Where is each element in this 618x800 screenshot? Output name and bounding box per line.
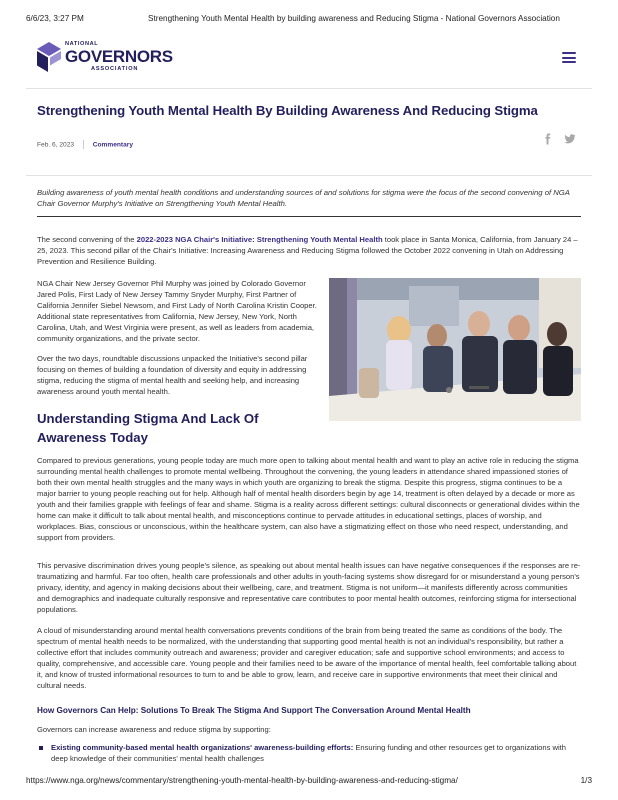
paragraph-text: took place in Santa Monica, California, from January 24 – 25, 2023. This second pillar of the Chair's Initiative: Increasing Awareness and Reducing Stigma followed the October 2022 convening in Utah on Addressing Prevention and Resilience Building. bbox=[37, 235, 578, 266]
paragraph-convening bbox=[37, 234, 581, 267]
article-meta bbox=[37, 140, 133, 149]
nga-logo[interactable] bbox=[37, 40, 177, 76]
chairs-initiative-link[interactable]: 2022-2023 NGA Chair's Initiative: Strengthening Youth Mental Health bbox=[136, 235, 383, 244]
print-url: https://www.nga.org/news/commentary/strengthening-youth-mental-health-by-building-awareness-and-reducing-stigma/ bbox=[26, 776, 458, 785]
section-heading-governors-help: How Governors Can Help: Solutions To Break The Stigma And Support The Conversation Around Mental Health bbox=[37, 706, 471, 715]
paragraph-text: The second convening of the bbox=[37, 235, 137, 244]
print-datetime: 6/6/23, 3:27 PM bbox=[26, 14, 84, 23]
article-intro: Building awareness of youth mental health conditions and understanding sources of and solutions for stigma were the focus of the second convening of NGA Chair Governor Murphy's Initiative on Strengthening Youth Mental Health. bbox=[37, 187, 581, 217]
article-date: Feb. 6, 2023 bbox=[37, 141, 75, 149]
roundtable-photo-illustration bbox=[329, 278, 581, 421]
section-heading-stigma: Understanding Stigma And Lack Of Awareness Today bbox=[37, 411, 259, 445]
paragraph-roundtable: Over the two days, roundtable discussions unpacked the Initiative's second pillar focusing on themes of building a foundation of diversity and equity in addressing stigma, reducing the stigma of mental health and seeking help, and increasing awareness around youth mental health. bbox=[37, 354, 308, 396]
logo-line-governors: GOVERNORS bbox=[65, 47, 173, 66]
bullet-title: Existing community-based mental health organizations' awareness-building efforts: bbox=[51, 743, 354, 752]
article-category-link[interactable]: Commentary bbox=[92, 141, 134, 149]
twitter-icon[interactable] bbox=[564, 133, 576, 145]
header-divider bbox=[26, 88, 592, 89]
menu-bar bbox=[562, 57, 576, 59]
paragraph-governors-support: Governors can increase awareness and reduce stigma by supporting: bbox=[37, 725, 271, 734]
print-footer bbox=[26, 776, 592, 788]
logo-wordmark bbox=[65, 41, 173, 73]
facebook-icon[interactable] bbox=[542, 133, 554, 145]
meta-separator bbox=[83, 140, 84, 149]
bullet-marker bbox=[39, 746, 43, 750]
share-buttons bbox=[538, 133, 578, 145]
paragraph-generations: Compared to previous generations, young people today are much more open to talking about mental health and want to play an active role in reducing the stigma surrounding mental health challenges to promote mental wellbeing. Throughout the convening, the young leaders in attendance shared impassioned stories of both their own mental health struggles and the many ways in which youth are organizing to break the stigma. Despite this progress, stigma continues to be a major barrier to young people reaching out for help. Although half of mental health disorders begin by age 14, treatment is often delayed by a decade or more as youth and their families grapple with feelings of fear and shame. Stigma is a reality across different settings: cultural disconnects or generational divides within the home can make it difficult to talk about mental health, and misconceptions continue to pervade attitudes in educational settings, places of worship, and workplaces. Bias, conscious or unconscious, within the healthcare system, can also have a stigmatizing effect on those who need respect, understanding, and support from providers. bbox=[37, 456, 580, 542]
hamburger-menu-icon[interactable] bbox=[562, 52, 576, 63]
paragraph-attendees: NGA Chair New Jersey Governor Phil Murphy was joined by Colorado Governor Jared Polis, First Lady of New Jersey Tammy Snyder Murphy, First Partner of California Jennifer Siebel Newsom, and First Lady of North Carolina Kristin Cooper. Additional state representatives from California, New Jersey, New York, North Carolina, Utah, and West Virginia were present, as well as leaders from academia, community organizations, and the private sector. bbox=[37, 279, 317, 343]
logo-line-association: ASSOCIATION bbox=[91, 66, 139, 72]
logo-line-national: NATIONAL bbox=[65, 41, 99, 47]
bullet-text: Ensuring funding and other resources get to organizations with deep knowledge of their communities' mental health challenges bbox=[51, 743, 566, 763]
list-item bbox=[37, 742, 581, 764]
convening-photo bbox=[329, 278, 581, 421]
menu-bar bbox=[562, 61, 576, 63]
print-header bbox=[26, 14, 592, 26]
site-header bbox=[37, 40, 578, 80]
nga-logo-mark-icon bbox=[37, 42, 61, 72]
print-page-number: 1/3 bbox=[580, 776, 592, 785]
paragraph-discrimination: This pervasive discrimination drives young people's silence, as speaking out about mental health issues can have negative consequences if the responses are re-traumatizing and harmful. Far too often, health care professionals and other adults in youth-facing systems show disregard for or misunderstand a young person's privacy, identity, and agency in making decisions about their wellbeing, care, and treatment. Stigma is not uniform—it manifests differently across communities and demographics and inadequate culturally responsive and representative care contributes to poor mental health outcomes, reinforcing stigma for intersectional populations. bbox=[37, 561, 581, 614]
menu-bar bbox=[562, 52, 576, 54]
article-title: Strengthening Youth Mental Health By Building Awareness And Reducing Stigma bbox=[37, 103, 538, 118]
meta-divider bbox=[26, 175, 592, 176]
paragraph-misunderstanding: A cloud of misunderstanding around mental health conversations prevents conditions of the brain from being treated the same as conditions of the body. The spectrum of mental health needs to be normalized, with the understanding that supporting good mental health is not an individual's responsibility, but rather a collective effort that includes community outreach and awareness; provider and caregiver education; safe and supportive school environments; and access to quality, comprehensive, and accessible care. Young people and their families need to be aware of the importance of mental health, feel comfortable talking about it, and know of trusted informational resources to turn to and be able to grow, learn, and receive care in supportive environments that meet their clinical and cultural needs. bbox=[37, 626, 577, 690]
print-document-title: Strengthening Youth Mental Health by building awareness and Reducing Stigma - National Governors Association bbox=[148, 14, 560, 23]
